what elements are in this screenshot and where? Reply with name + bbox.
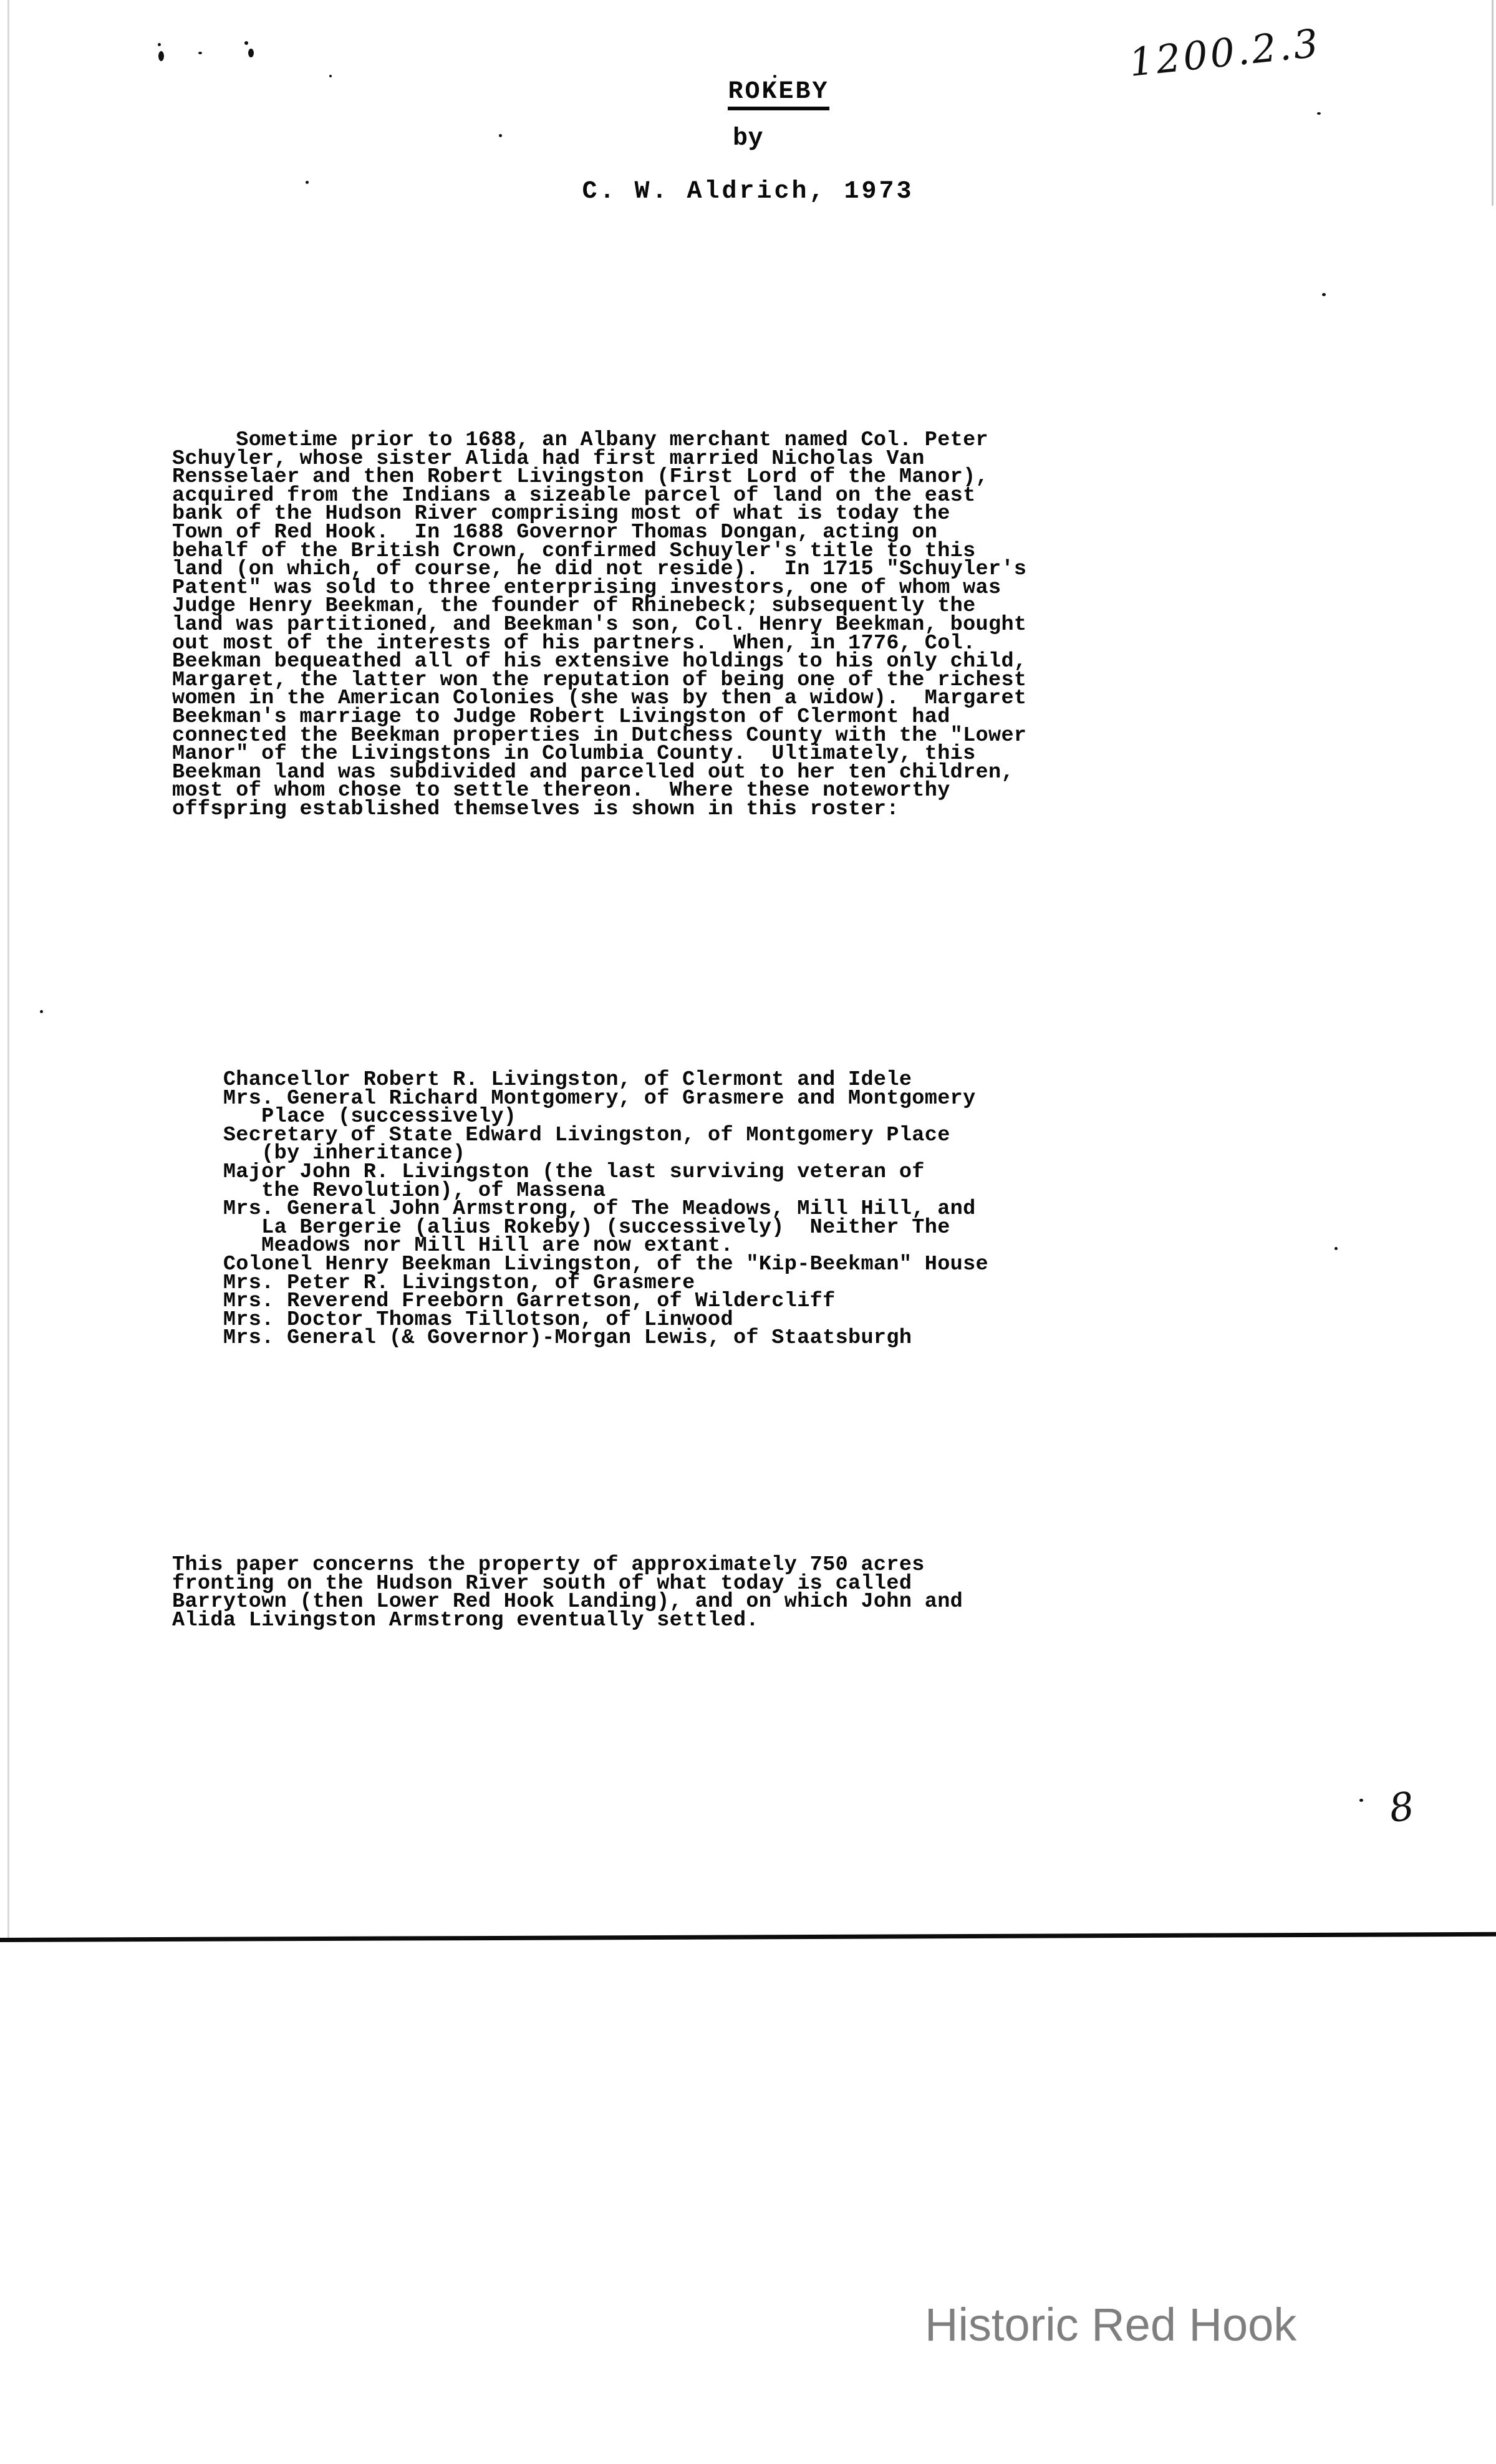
body-text-line: out most of the interests of his partners. When, in 1776, Col. — [172, 631, 976, 655]
body-text-line: Sometime prior to 1688, an Albany merchant named Col. Peter — [172, 428, 989, 452]
roster-line: Major John R. Livingston (the last surviving veteran of — [172, 1160, 925, 1184]
roster-line: Mrs. Reverend Freeborn Garretson, of Wildercliff — [172, 1289, 836, 1314]
body-text-line: Manor" of the Livingstons in Columbia County. Ultimately, this — [172, 742, 976, 766]
body-text-line: offspring established themselves is shown in this roster: — [172, 797, 899, 821]
handwritten-page-number: 8 — [1386, 1783, 1417, 1832]
body-text-line: acquired from the Indians a sizeable parcel of land on the east — [172, 483, 976, 508]
roster-line: Colonel Henry Beekman Livingston, of the "Kip-Beekman" House — [172, 1252, 989, 1276]
roster-line: Chancellor Robert R. Livingston, of Clermont and Idele — [172, 1068, 912, 1092]
roster-line: Secretary of State Edward Livingston, of Montgomery Place — [172, 1123, 950, 1147]
closing-text-line: fronting on the Hudson River south of what today is called — [172, 1571, 912, 1595]
body-text-line: land (on which, of course, he did not reside). In 1715 "Schuyler's — [172, 557, 1027, 582]
body-text-line: Beekman land was subdivided and parcelled out to her ten children, — [172, 760, 1014, 784]
byline-author: C. W. Aldrich, 1973 — [582, 178, 914, 206]
body-text-line: behalf of the British Crown, confirmed Schuyler's title to this — [172, 539, 976, 563]
scan-speck — [1334, 1247, 1338, 1250]
handwritten-accession-number: 1200.2.3 — [1127, 20, 1323, 85]
roster-line: Place (successively) — [172, 1105, 517, 1129]
roster-line: Mrs. Peter R. Livingston, of Grasmere — [172, 1271, 695, 1295]
roster-line: La Bergerie (alius Rokeby) (successively) Neither The — [172, 1215, 950, 1239]
roster-line: Mrs. General (& Governor)-Morgan Lewis, of Staatsburgh — [172, 1326, 912, 1350]
closing-text-line: This paper concerns the property of approximately 750 acres — [172, 1553, 925, 1577]
body-text-line: women in the American Colonies (she was by then a widow). Margaret — [172, 686, 1027, 711]
body-text-line: bank of the Hudson River comprising most of what is today the — [172, 502, 950, 526]
roster-line: the Revolution), of Massena — [172, 1178, 606, 1203]
byline-by-label: by — [732, 125, 763, 153]
roster-line: Mrs. General John Armstrong, of The Meadows, Mill Hill, and — [172, 1197, 976, 1221]
scan-speck — [1322, 293, 1326, 296]
scan-speck — [1359, 1799, 1363, 1802]
closing-text-line: Alida Livingston Armstrong eventually settled. — [172, 1608, 759, 1632]
scan-left-edge — [7, 0, 9, 1940]
roster-line: Mrs. General Richard Montgomery, of Grasmere and Montgomery — [172, 1086, 976, 1110]
roster-line: (by inheritance) — [172, 1142, 466, 1166]
body-text-line: connected the Beekman properties in Dutchess County with the "Lower — [172, 723, 1027, 748]
body-text-line: Judge Henry Beekman, the founder of Rhinebeck; subsequently the — [172, 594, 976, 618]
body-text-line: Town of Red Hook. In 1688 Governor Thomas Dongan, acting on — [172, 520, 938, 544]
scan-bottom-edge — [0, 1932, 1496, 1942]
page-title: ROKEBY — [728, 78, 829, 110]
roster-line: Mrs. Doctor Thomas Tillotson, of Linwood — [172, 1307, 733, 1332]
body-text-line: Schuyler, whose sister Alida had first married Nicholas Van — [172, 446, 925, 471]
body-text-line: Beekman's marriage to Judge Robert Livingston of Clermont had — [172, 705, 950, 729]
closing-paragraph — [172, 1553, 963, 1632]
watermark-historic-red-hook: Historic Red Hook — [925, 2299, 1297, 2351]
body-paragraph — [172, 428, 1027, 821]
scan-speck — [244, 41, 248, 45]
body-text-line: Beekman bequeathed all of his extensive holdings to his only child, — [172, 650, 1027, 674]
closing-text-line: Barrytown (then Lower Red Hook Landing), and on which John and — [172, 1590, 963, 1614]
scan-speck — [158, 43, 161, 46]
scan-speck — [40, 1010, 43, 1013]
body-text-line: most of whom chose to settle thereon. Where these noteworthy — [172, 779, 950, 803]
roster-list — [172, 1068, 989, 1350]
roster-line: Meadows nor Mill Hill are now extant. — [172, 1234, 733, 1258]
body-text-line: Patent" was sold to three enterprising investors, one of whom was — [172, 575, 1001, 600]
body-text-line: Margaret, the latter won the reputation of being one of the richest — [172, 668, 1027, 692]
body-text-line: land was partitioned, and Beekman's son, Col. Henry Beekman, bought — [172, 612, 1027, 637]
body-text-line: Rensselaer and then Robert Livingston (First Lord of the Manor), — [172, 465, 989, 489]
